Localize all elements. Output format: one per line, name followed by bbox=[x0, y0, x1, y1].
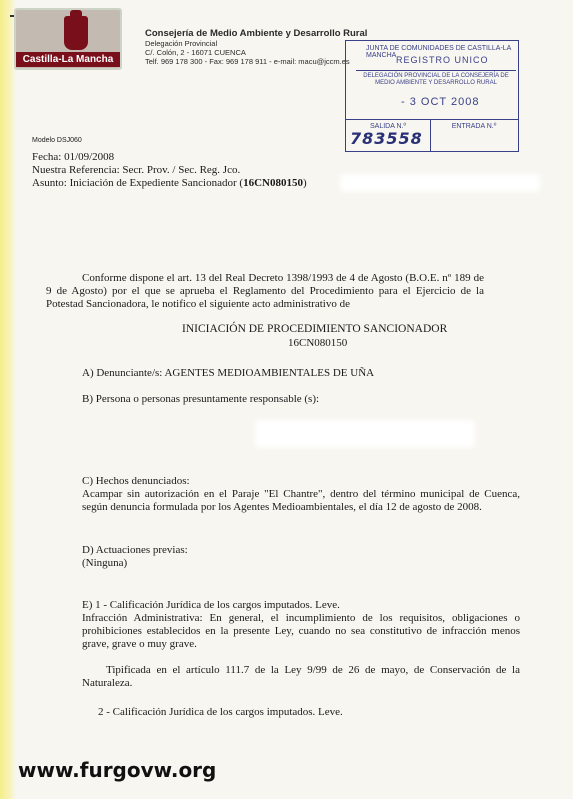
stamp-line3: DELEGACIÓN PROVINCIAL DE LA CONSEJERÍA DE MEDIO AMBIENTE Y DESARROLLO RURAL bbox=[356, 70, 516, 87]
intro-paragraph: Conforme dispone el art. 13 del Real Decreto 1398/1993 de 4 de Agosto (B.O.E. nº 189 de 9 de Agosto) por el que se aprueba el Reglamento del Procedimiento para el Ejercicio de la Potestad Sancionadora, le notifico el siguiente acto administrativo de bbox=[46, 272, 484, 310]
section-d-head: D) Actuaciones previas: bbox=[82, 544, 188, 556]
organization-header bbox=[145, 28, 367, 66]
paper-yellow-edge bbox=[0, 0, 16, 799]
redaction-person bbox=[255, 420, 475, 448]
asunto bbox=[32, 177, 307, 190]
handwritten-salida-number: 783558 bbox=[350, 129, 423, 148]
referencia: Nuestra Referencia: Secr. Prov. / Sec. Reg. Jco. bbox=[32, 164, 241, 176]
asunto-code: 16CN080150 bbox=[243, 177, 303, 189]
procedure-code: 16CN080150 bbox=[288, 337, 348, 349]
watermark: www.furgovw.org bbox=[18, 758, 217, 782]
org-name: Consejería de Medio Ambiente y Desarrollo Rural bbox=[145, 28, 368, 39]
org-delegation: Delegación Provincial bbox=[145, 39, 218, 48]
section-c-text: Acampar sin autorización en el Paraje "El Chantre", dentro del término municipal de Cuenca, según denuncia formulada por los Agentes Medioambientales, el día 12 de agosto de 2008. bbox=[82, 488, 520, 513]
section-c-head: C) Hechos denunciados: bbox=[82, 475, 190, 487]
section-e1-text: Infracción Administrativa: En general, el incumplimiento de los requisitos, obligaciones o prohibiciones establecidos en la presente Ley, cuando no sea constitutivo de infracción menos grave, grave o muy grave. bbox=[82, 612, 520, 650]
stamp-entrada-label: ENTRADA N.º bbox=[451, 123, 497, 130]
asunto-prefix: Asunto: Iniciación de Expediente Sancionador ( bbox=[32, 177, 244, 189]
stamp-salida-label: SALIDA N.º bbox=[369, 123, 406, 130]
stamp-entrada-cell bbox=[431, 120, 517, 152]
logo bbox=[14, 8, 122, 70]
fecha: Fecha: 01/09/2008 bbox=[32, 151, 115, 163]
asunto-suffix: ) bbox=[302, 177, 307, 189]
section-d-text: (Ninguna) bbox=[82, 557, 128, 569]
modelo-code: Modelo DSJ060 bbox=[32, 137, 82, 144]
org-contact: Telf. 969 178 300 - Fax: 969 178 911 - e-mail: macu@jccm.es bbox=[145, 57, 350, 66]
crest-icon bbox=[64, 16, 88, 50]
stamp-line1: JUNTA DE COMUNIDADES DE CASTILLA-LA MANCHA bbox=[366, 45, 511, 59]
redaction-address bbox=[340, 174, 540, 192]
org-address: C/. Colón, 2 - 16071 CUENCA bbox=[145, 48, 246, 57]
stamp-line2: REGISTRO UNICO bbox=[396, 55, 489, 65]
stamp-date: - 3 OCT 2008 bbox=[401, 96, 480, 108]
section-e2-head: 2 - Calificación Jurídica de los cargos imputados. Leve. bbox=[98, 706, 343, 718]
tipificada-paragraph: Tipificada en el artículo 111.7 de la Ley 9/99 de 26 de mayo, de Conservación de la Naturaleza. bbox=[82, 664, 520, 689]
section-b-responsable: B) Persona o personas presuntamente responsable (s): bbox=[82, 393, 320, 405]
section-e1-head: E) 1 - Calificación Jurídica de los cargos imputados. Leve. bbox=[82, 599, 340, 611]
logo-text: Castilla-La Mancha bbox=[16, 52, 120, 67]
section-a-denunciante: A) Denunciante/s: AGENTES MEDIOAMBIENTALES DE UÑA bbox=[82, 367, 375, 379]
procedure-title: INICIACIÓN DE PROCEDIMIENTO SANCIONADOR bbox=[182, 323, 448, 335]
